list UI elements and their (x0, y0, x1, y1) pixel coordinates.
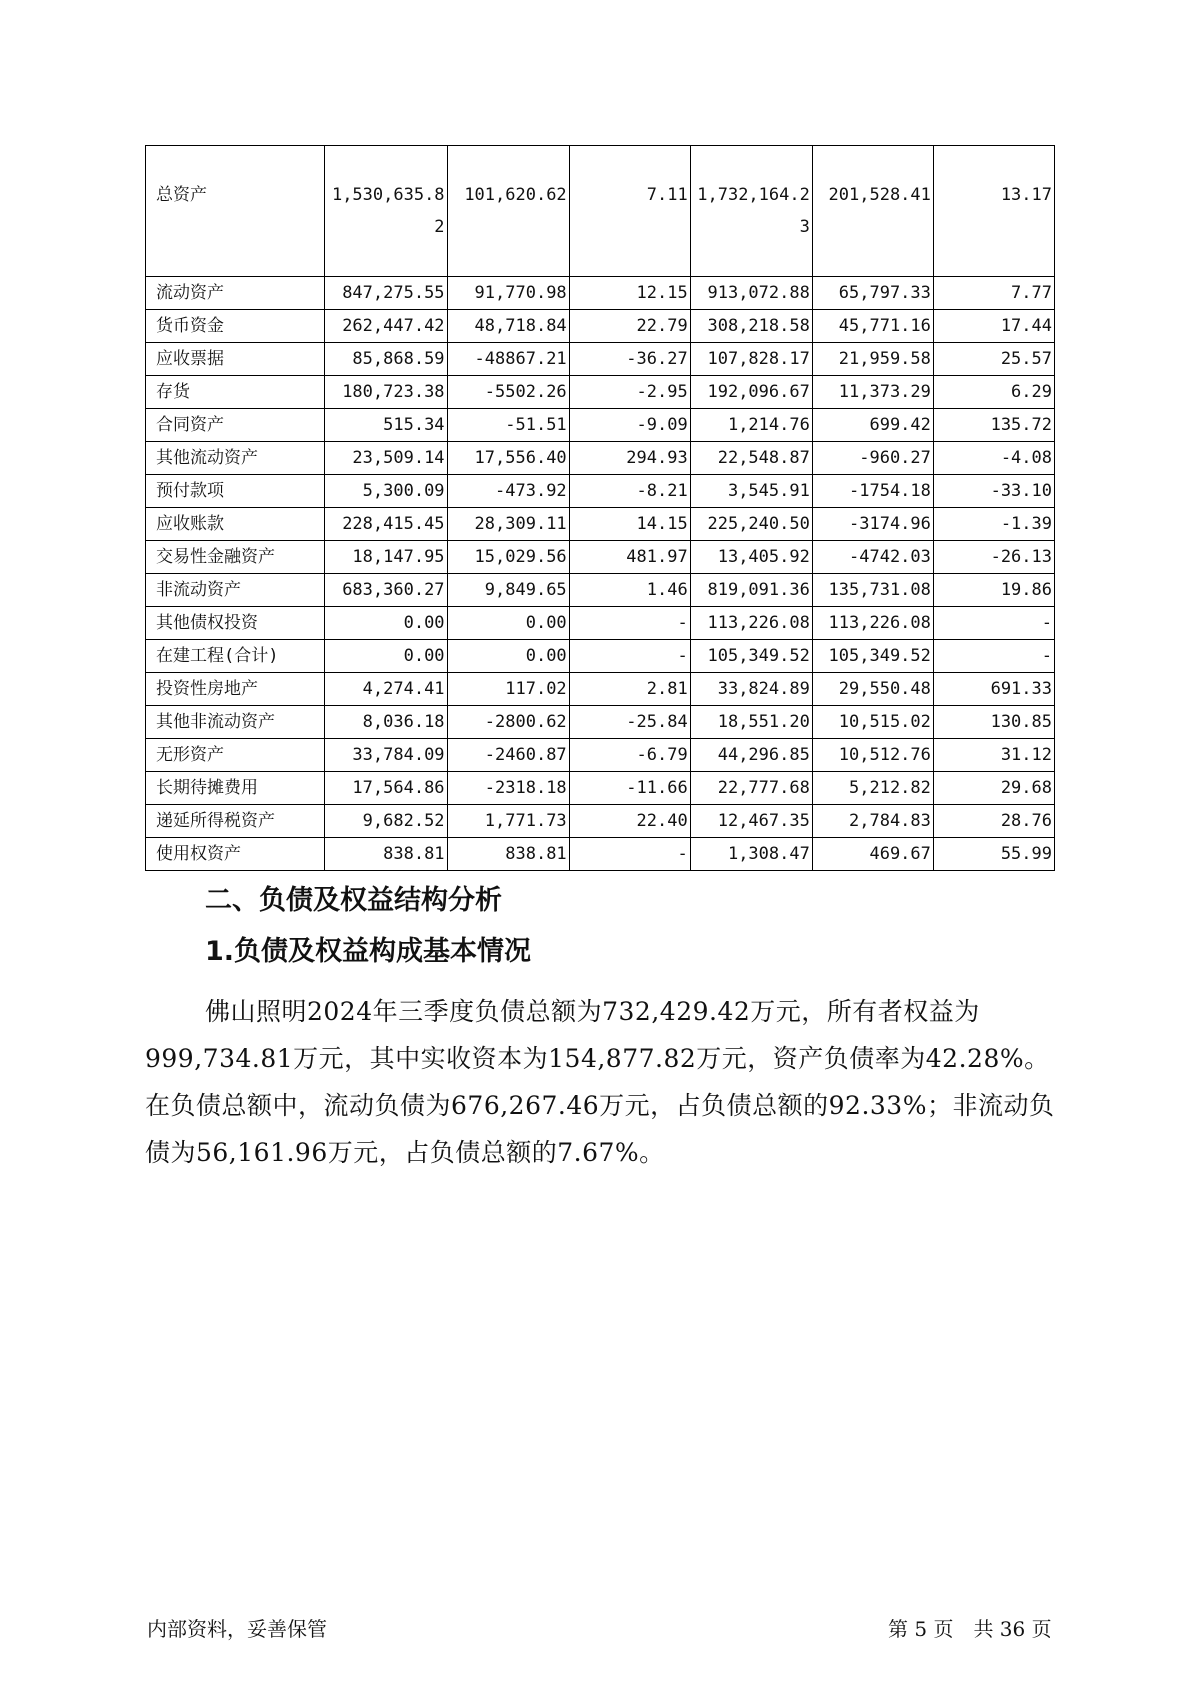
value-cell: -9.09 (569, 409, 690, 442)
value-cell: 11,373.29 (812, 376, 933, 409)
value-cell: 33,824.89 (690, 673, 812, 706)
value-cell: 113,226.08 (812, 607, 933, 640)
table-row (146, 277, 1055, 310)
value-cell: 22.40 (569, 805, 690, 838)
table-row (146, 442, 1055, 475)
value-cell: 9,682.52 (325, 805, 447, 838)
value-cell: 699.42 (812, 409, 933, 442)
value-cell: 91,770.98 (447, 277, 569, 310)
value-cell: -2800.62 (447, 706, 569, 739)
value-cell: 17.44 (933, 310, 1054, 343)
row-label-cell: 非流动资产 (146, 574, 325, 607)
value-cell: 0.00 (447, 607, 569, 640)
value-cell: 22,777.68 (690, 772, 812, 805)
value-cell: 13.17 (933, 146, 1054, 277)
value-cell: 29,550.48 (812, 673, 933, 706)
value-cell: 0.00 (447, 640, 569, 673)
value-cell: 12.15 (569, 277, 690, 310)
value-cell: - (933, 640, 1054, 673)
value-cell: 8,036.18 (325, 706, 447, 739)
value-cell: 45,771.16 (812, 310, 933, 343)
row-label-cell: 在建工程(合计) (146, 640, 325, 673)
table-row (146, 409, 1055, 442)
value-cell: 25.57 (933, 343, 1054, 376)
value-cell: - (569, 607, 690, 640)
value-cell: 6.29 (933, 376, 1054, 409)
value-cell: 130.85 (933, 706, 1054, 739)
value-cell: -2318.18 (447, 772, 569, 805)
value-cell: 17,564.86 (325, 772, 447, 805)
value-cell: 0.00 (325, 607, 447, 640)
value-cell: 107,828.17 (690, 343, 812, 376)
row-label-cell: 其他非流动资产 (146, 706, 325, 739)
value-cell: 15,029.56 (447, 541, 569, 574)
value-cell: 225,240.50 (690, 508, 812, 541)
value-cell: 3,545.91 (690, 475, 812, 508)
row-label-cell: 应收账款 (146, 508, 325, 541)
value-cell: 135.72 (933, 409, 1054, 442)
value-cell: 7.11 (569, 146, 690, 277)
table-row (146, 310, 1055, 343)
body-paragraph: 佛山照明2024年三季度负债总额为732,429.42万元，所有者权益为999,734.81万元，其中实收资本为154,877.82万元，资产负债率为42.28%。在负债总额中，流动负债为676,267.46万元，占负债总额的92.33%；非流动负债为56,161.96万元，占负债总额的7.67%。 (145, 997, 1055, 1167)
table-row (146, 475, 1055, 508)
row-label-cell: 预付款项 (146, 475, 325, 508)
value-cell: 838.81 (325, 838, 447, 871)
value-cell: 105,349.52 (690, 640, 812, 673)
value-cell: 18,551.20 (690, 706, 812, 739)
table-row (146, 673, 1055, 706)
table-row (146, 146, 1055, 277)
value-cell: 1,771.73 (447, 805, 569, 838)
table-row (146, 805, 1055, 838)
value-cell: 23,509.14 (325, 442, 447, 475)
value-cell: 65,797.33 (812, 277, 933, 310)
value-cell: 1,732,164.23 (690, 146, 812, 277)
value-cell: 192,096.67 (690, 376, 812, 409)
value-cell: - (569, 640, 690, 673)
value-cell: 838.81 (447, 838, 569, 871)
value-cell: 55.99 (933, 838, 1054, 871)
value-cell: -4.08 (933, 442, 1054, 475)
value-cell: 85,868.59 (325, 343, 447, 376)
table-row (146, 541, 1055, 574)
subsection-heading: 1.负债及权益构成基本情况 (205, 936, 532, 967)
row-label-cell: 无形资产 (146, 739, 325, 772)
footer-confidential-note: 内部资料，妥善保管 (147, 1617, 327, 1641)
row-label-cell: 流动资产 (146, 277, 325, 310)
value-cell: 469.67 (812, 838, 933, 871)
value-cell: 691.33 (933, 673, 1054, 706)
table-row (146, 574, 1055, 607)
value-cell: 515.34 (325, 409, 447, 442)
section-heading: 二、负债及权益结构分析 (205, 885, 502, 916)
value-cell: 13,405.92 (690, 541, 812, 574)
value-cell: -3174.96 (812, 508, 933, 541)
value-cell: 1,530,635.82 (325, 146, 447, 277)
value-cell: 9,849.65 (447, 574, 569, 607)
footer-page-number: 第 5 页 共 36 页 (888, 1617, 1052, 1641)
table-row (146, 706, 1055, 739)
value-cell: -5502.26 (447, 376, 569, 409)
value-cell: 1.46 (569, 574, 690, 607)
value-cell: 101,620.62 (447, 146, 569, 277)
value-cell: 21,959.58 (812, 343, 933, 376)
value-cell: -473.92 (447, 475, 569, 508)
value-cell: -26.13 (933, 541, 1054, 574)
value-cell: 2.81 (569, 673, 690, 706)
table-body (146, 146, 1055, 871)
value-cell: 29.68 (933, 772, 1054, 805)
value-cell: 17,556.40 (447, 442, 569, 475)
value-cell: 819,091.36 (690, 574, 812, 607)
value-cell: 847,275.55 (325, 277, 447, 310)
table-row (146, 343, 1055, 376)
value-cell: -2460.87 (447, 739, 569, 772)
value-cell: 228,415.45 (325, 508, 447, 541)
row-label-cell: 应收票据 (146, 343, 325, 376)
row-label-cell: 递延所得税资产 (146, 805, 325, 838)
table-row (146, 640, 1055, 673)
value-cell: 19.86 (933, 574, 1054, 607)
table-row (146, 838, 1055, 871)
value-cell: 2,784.83 (812, 805, 933, 838)
value-cell: 1,214.76 (690, 409, 812, 442)
row-label-cell: 其他债权投资 (146, 607, 325, 640)
value-cell: 28,309.11 (447, 508, 569, 541)
value-cell: 262,447.42 (325, 310, 447, 343)
value-cell: 18,147.95 (325, 541, 447, 574)
row-label-cell: 其他流动资产 (146, 442, 325, 475)
value-cell: -1754.18 (812, 475, 933, 508)
value-cell: 180,723.38 (325, 376, 447, 409)
value-cell: 22.79 (569, 310, 690, 343)
value-cell: 48,718.84 (447, 310, 569, 343)
value-cell: -1.39 (933, 508, 1054, 541)
row-label-cell: 交易性金融资产 (146, 541, 325, 574)
value-cell: - (569, 838, 690, 871)
value-cell: -33.10 (933, 475, 1054, 508)
value-cell: -6.79 (569, 739, 690, 772)
value-cell: 481.97 (569, 541, 690, 574)
asset-structure-table (145, 145, 1055, 871)
value-cell: 31.12 (933, 739, 1054, 772)
row-label-cell: 存货 (146, 376, 325, 409)
row-label-cell: 投资性房地产 (146, 673, 325, 706)
value-cell: 5,212.82 (812, 772, 933, 805)
value-cell: 913,072.88 (690, 277, 812, 310)
value-cell: 14.15 (569, 508, 690, 541)
value-cell: -8.21 (569, 475, 690, 508)
value-cell: 105,349.52 (812, 640, 933, 673)
value-cell: -11.66 (569, 772, 690, 805)
value-cell: -4742.03 (812, 541, 933, 574)
row-label-cell: 合同资产 (146, 409, 325, 442)
value-cell: 44,296.85 (690, 739, 812, 772)
row-label-cell: 长期待摊费用 (146, 772, 325, 805)
value-cell: 5,300.09 (325, 475, 447, 508)
table-row (146, 607, 1055, 640)
value-cell: 135,731.08 (812, 574, 933, 607)
table-row (146, 508, 1055, 541)
value-cell: 12,467.35 (690, 805, 812, 838)
value-cell: 683,360.27 (325, 574, 447, 607)
value-cell: -960.27 (812, 442, 933, 475)
table-row (146, 376, 1055, 409)
row-label-cell: 总资产 (146, 146, 325, 277)
value-cell: 22,548.87 (690, 442, 812, 475)
value-cell: 201,528.41 (812, 146, 933, 277)
value-cell: - (933, 607, 1054, 640)
value-cell: 308,218.58 (690, 310, 812, 343)
value-cell: 28.76 (933, 805, 1054, 838)
value-cell: -48867.21 (447, 343, 569, 376)
value-cell: 294.93 (569, 442, 690, 475)
value-cell: 10,515.02 (812, 706, 933, 739)
value-cell: 117.02 (447, 673, 569, 706)
table-row (146, 772, 1055, 805)
value-cell: 10,512.76 (812, 739, 933, 772)
value-cell: -36.27 (569, 343, 690, 376)
value-cell: -2.95 (569, 376, 690, 409)
value-cell: -51.51 (447, 409, 569, 442)
value-cell: 1,308.47 (690, 838, 812, 871)
table-row (146, 739, 1055, 772)
value-cell: 113,226.08 (690, 607, 812, 640)
value-cell: 4,274.41 (325, 673, 447, 706)
value-cell: 33,784.09 (325, 739, 447, 772)
value-cell: 0.00 (325, 640, 447, 673)
row-label-cell: 货币资金 (146, 310, 325, 343)
row-label-cell: 使用权资产 (146, 838, 325, 871)
value-cell: -25.84 (569, 706, 690, 739)
value-cell: 7.77 (933, 277, 1054, 310)
